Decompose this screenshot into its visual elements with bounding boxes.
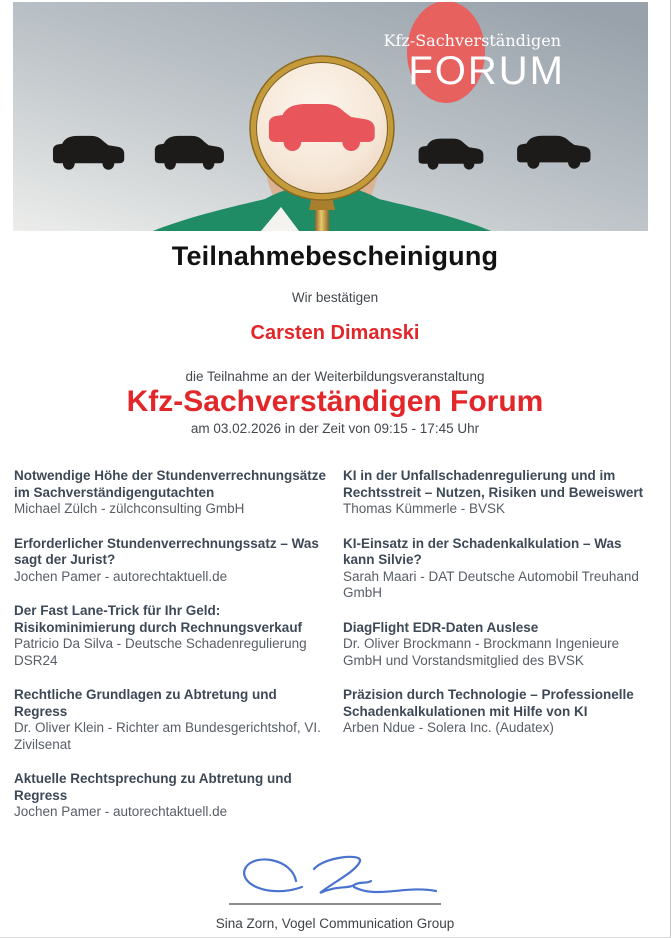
session-speaker: Arben Ndue - Solera Inc. (Audatex)	[343, 720, 554, 735]
session-title: Erforderlicher Stundenverrechnungssatz – Was sagt der Jurist?	[14, 535, 319, 567]
forum-logo-line1: Kfz-Sachverständigen	[383, 31, 561, 50]
session-item	[14, 536, 327, 586]
event-datetime: am 03.02.2026 in der Zeit von 09:15 - 17:45 Uhr	[190, 421, 480, 436]
session-item	[343, 536, 656, 602]
session-column-right	[343, 468, 656, 839]
session-item	[14, 687, 327, 753]
session-title: Aktuelle Rechtsprechung zu Abtretung und Regress	[14, 771, 292, 803]
page-title: Teilnahmebescheinigung	[171, 241, 499, 271]
hero-image	[13, 2, 648, 231]
forum-logo-line2: FORUM	[408, 49, 565, 93]
session-item	[14, 468, 327, 518]
session-list	[0, 468, 670, 839]
session-speaker: Patricio Da Silva - Deutsche Schadenregulierung DSR24	[14, 636, 307, 668]
session-item	[343, 620, 656, 670]
session-title: Präzision durch Technologie – Professionelle Schadenkalkulationen mit Hilfe von KI	[343, 687, 634, 719]
session-speaker: Jochen Pamer - autorechtaktuell.de	[14, 568, 228, 584]
session-title: DiagFlight EDR-Daten Auslese	[343, 619, 539, 635]
session-title: Notwendige Höhe der Stundenverrechnungsätze im Sachverständigengutachten	[14, 468, 327, 500]
session-item	[14, 603, 327, 669]
signer-name: Sina Zorn, Vogel Communication Group	[215, 915, 455, 931]
session-item	[343, 468, 656, 518]
session-speaker: Sarah Maari - DAT Deutsche Automobil Treuhand GmbH	[343, 568, 639, 600]
session-speaker: Michael Zülch - zülchconsulting GmbH	[14, 501, 245, 516]
event-intro: die Teilnahme an der Weiterbildungsveranstaltung	[185, 369, 485, 384]
session-title: KI-Einsatz in der Schadenkalkulation – Was kann Silvie?	[343, 535, 622, 567]
signature-line	[229, 903, 441, 905]
session-title: Rechtliche Grundlagen zu Abtretung und Regress	[14, 687, 277, 719]
session-column-left	[14, 468, 327, 839]
session-speaker: Dr. Oliver Brockmann - Brockmann Ingenieure GmbH und Vorstandsmitglied des BVSK	[343, 636, 620, 668]
confirm-label: Wir bestätigen	[291, 290, 379, 305]
signature-scribble	[220, 849, 450, 907]
signature-block	[0, 849, 670, 931]
participant-name: Carsten Dimanski	[250, 322, 420, 344]
session-item	[343, 687, 656, 737]
event-name: Kfz-Sachverständigen Forum	[126, 385, 544, 418]
session-title: Der Fast Lane-Trick für Ihr Geld: Risikominimierung durch Rechnungsverkauf	[14, 603, 303, 635]
session-title: KI in der Unfallschadenregulierung und im Rechtsstreit – Nutzen, Risiken und Beweiswert	[343, 468, 644, 500]
session-item	[14, 771, 327, 821]
session-speaker: Dr. Oliver Klein - Richter am Bundesgerichtshof, VI. Zivilsenat	[14, 720, 321, 752]
session-speaker: Thomas Kümmerle - BVSK	[343, 501, 506, 516]
session-speaker: Jochen Pamer - autorechtaktuell.de	[14, 804, 228, 819]
